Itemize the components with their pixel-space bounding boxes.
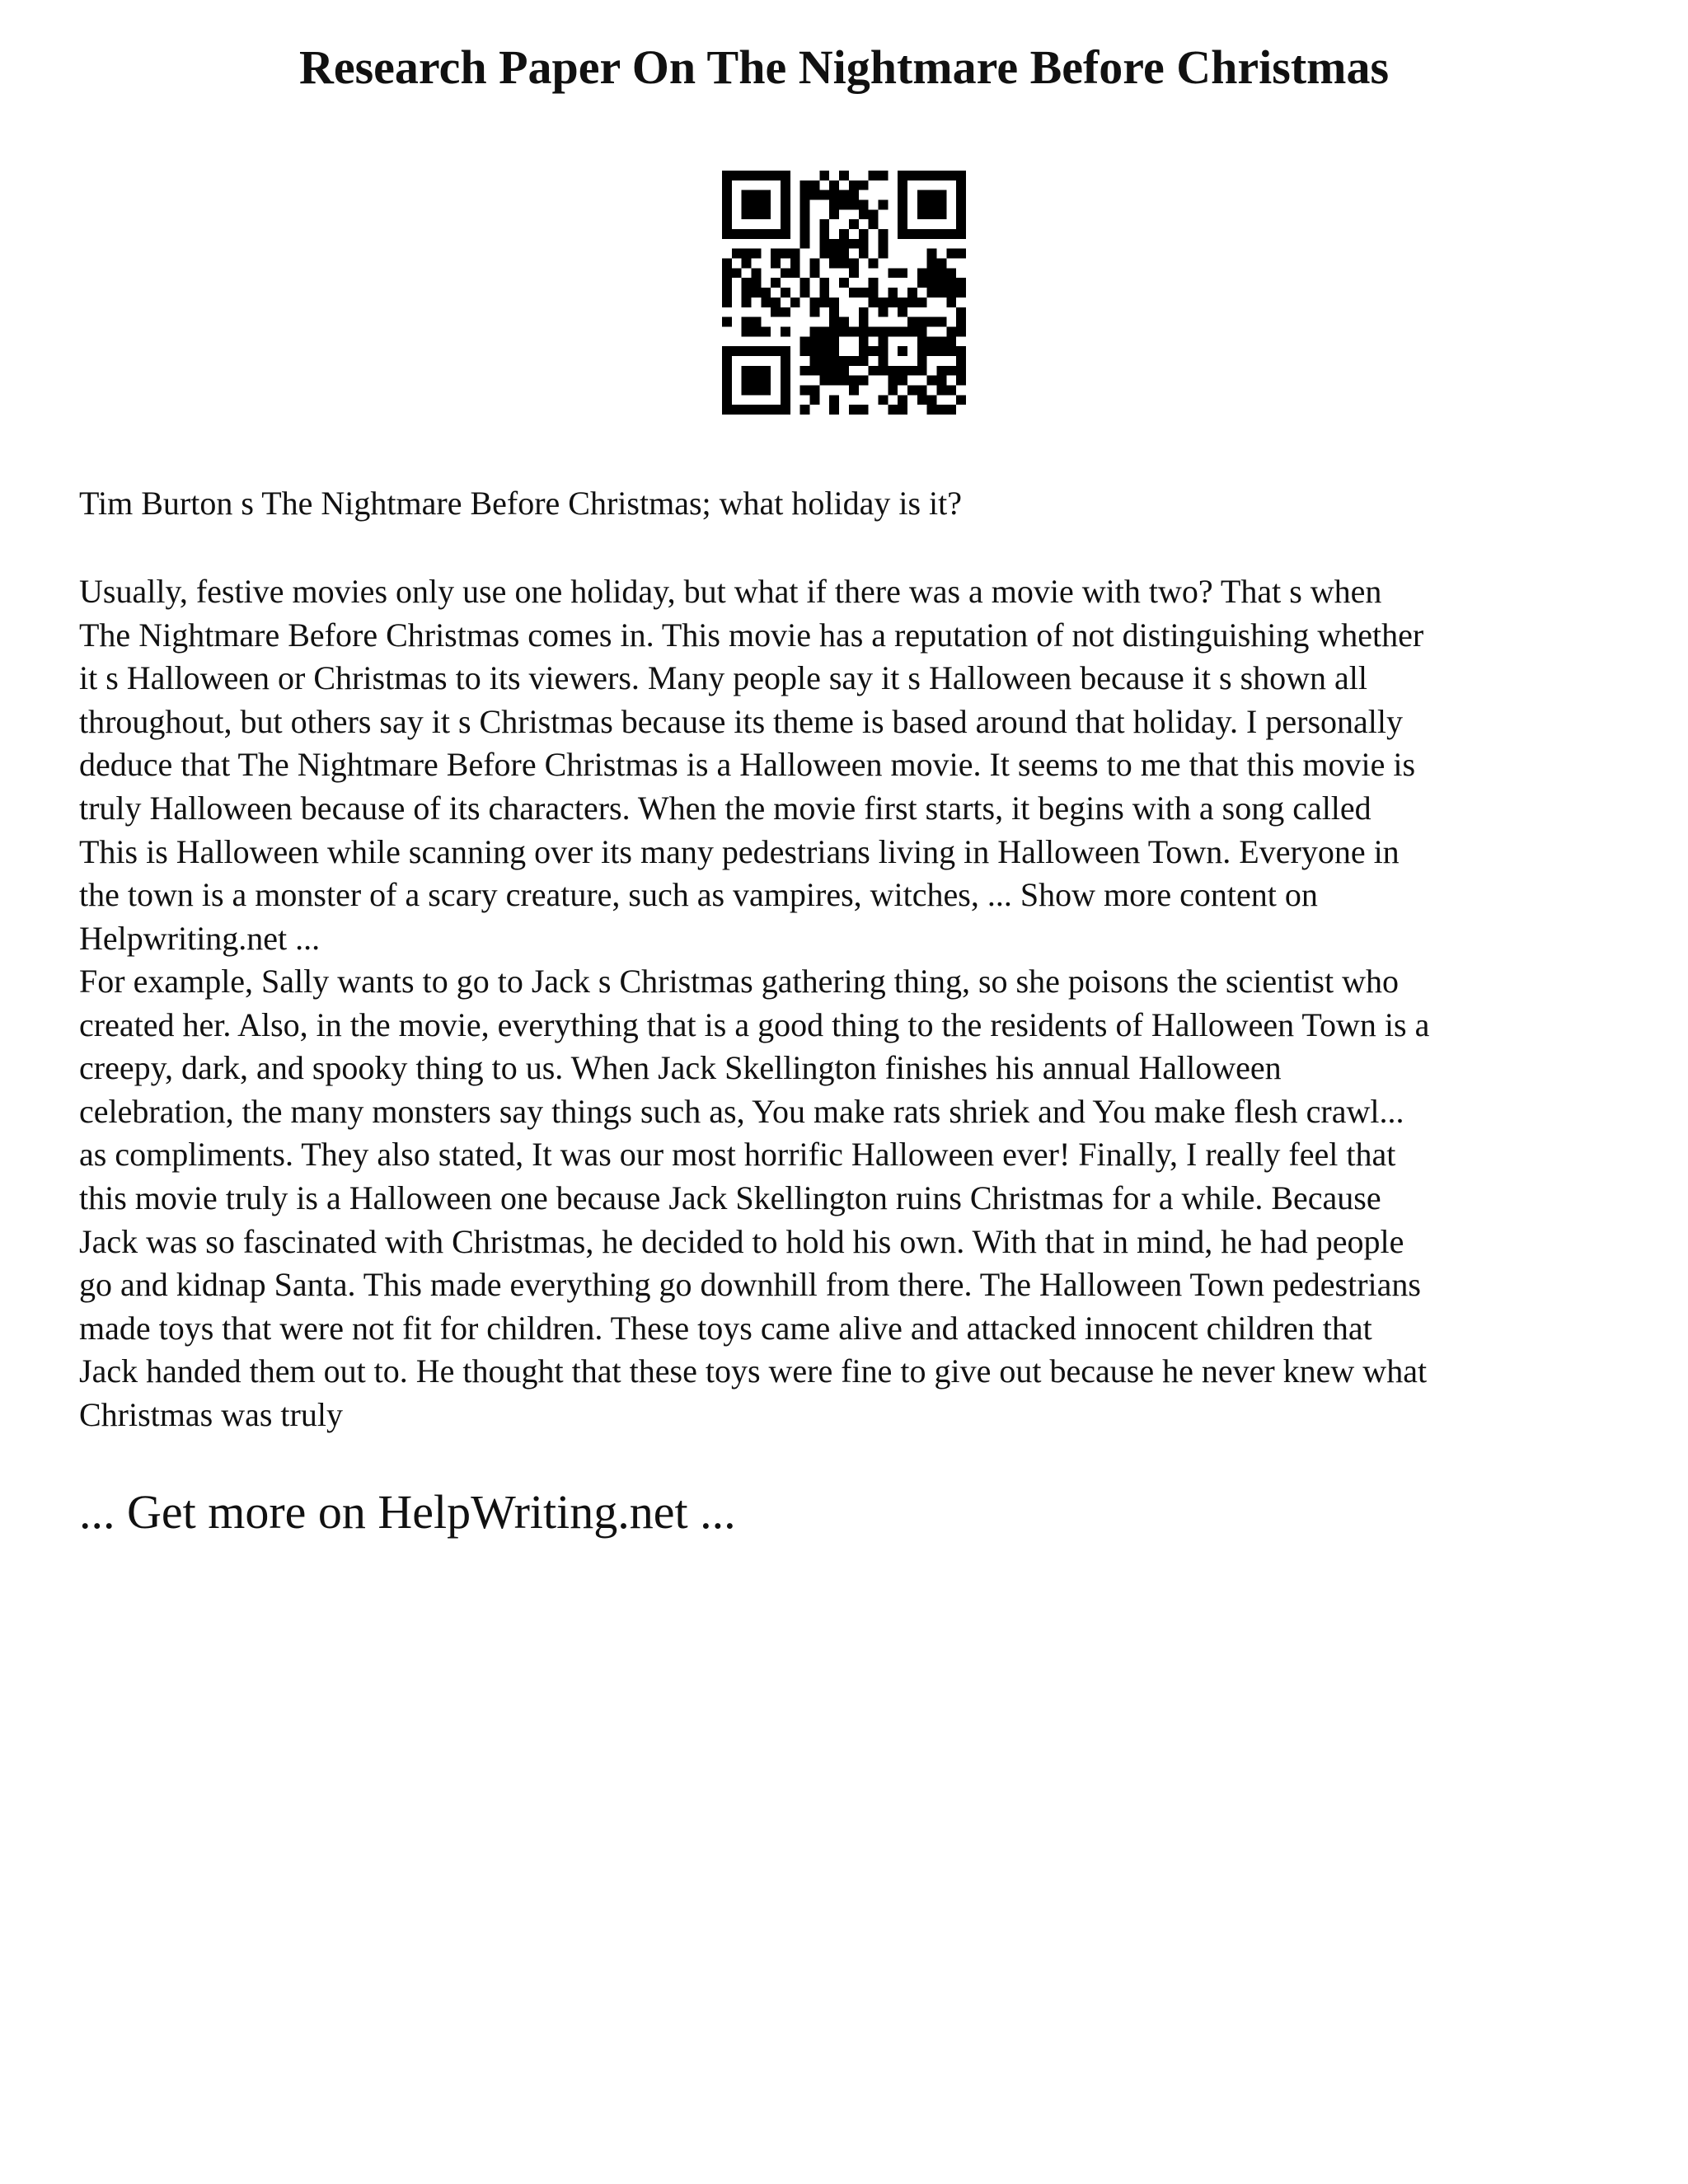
body-paragraph-1 bbox=[79, 570, 1629, 960]
text-line: Helpwriting.net ... bbox=[79, 919, 321, 957]
text-line: For example, Sally wants to go to Jack s Christmas gathering thing, so she poisons the scientist who bbox=[79, 963, 1399, 1000]
text-line: This is Halloween while scanning over its many pedestrians living in Halloween Town. Everyone in bbox=[79, 832, 1400, 870]
text-line: truly Halloween because of its characters. When the movie first starts, it begins with a song called bbox=[79, 789, 1372, 827]
text-line: creepy, dark, and spooky thing to us. When Jack Skellington finishes his annual Halloween bbox=[79, 1049, 1282, 1087]
text-line: as compliments. They also stated, It was our most horrific Halloween ever! Finally, I really feel that bbox=[79, 1136, 1396, 1174]
text-line: Usually, festive movies only use one holiday, but what if there was a movie with two? That s when bbox=[79, 573, 1382, 610]
page-title: Research Paper On The Nightmare Before Christmas bbox=[298, 40, 1390, 94]
text-line: Jack handed them out to. He thought that these toys were fine to give out because he never knew what bbox=[79, 1352, 1428, 1390]
text-line: created her. Also, in the movie, everything that is a good thing to the residents of Halloween Town is a bbox=[79, 1005, 1430, 1043]
text-line: the town is a monster of a scary creature, such as vampires, witches, ... Show more content on bbox=[79, 876, 1318, 914]
body-paragraph-2 bbox=[79, 960, 1629, 1437]
intro-question bbox=[79, 482, 1629, 526]
text-line: made toys that were not fit for children. These toys came alive and attacked innocent children that bbox=[79, 1309, 1372, 1347]
text-line: Jack was so fascinated with Christmas, he decided to hold his own. With that in mind, he had people bbox=[79, 1222, 1404, 1260]
text-line: Tim Burton s The Nightmare Before Christmas; what holiday is it? bbox=[79, 485, 963, 522]
get-more-link[interactable]: ... Get more on HelpWriting.net ... bbox=[79, 1485, 736, 1539]
text-line: this movie truly is a Halloween one because Jack Skellington ruins Christmas for a while. Because bbox=[79, 1179, 1381, 1216]
text-line: Christmas was truly bbox=[79, 1395, 343, 1433]
text-line: celebration, the many monsters say things such as, You make rats shriek and You make flesh crawl... bbox=[79, 1092, 1404, 1130]
text-line: go and kidnap Santa. This made everything go downhill from there. The Halloween Town pedestrians bbox=[79, 1266, 1421, 1304]
text-line: deduce that The Nightmare Before Christmas is a Halloween movie. It seems to me that this movie is bbox=[79, 746, 1416, 784]
text-line: throughout, but others say it s Christmas because its theme is based around that holiday. I personally bbox=[79, 702, 1403, 740]
text-line: The Nightmare Before Christmas comes in. This movie has a reputation of not distinguishing whether bbox=[79, 616, 1424, 654]
text-line: it s Halloween or Christmas to its viewers. Many people say it s Halloween because it s shown all bbox=[79, 659, 1368, 697]
qr-code-icon bbox=[722, 171, 966, 415]
